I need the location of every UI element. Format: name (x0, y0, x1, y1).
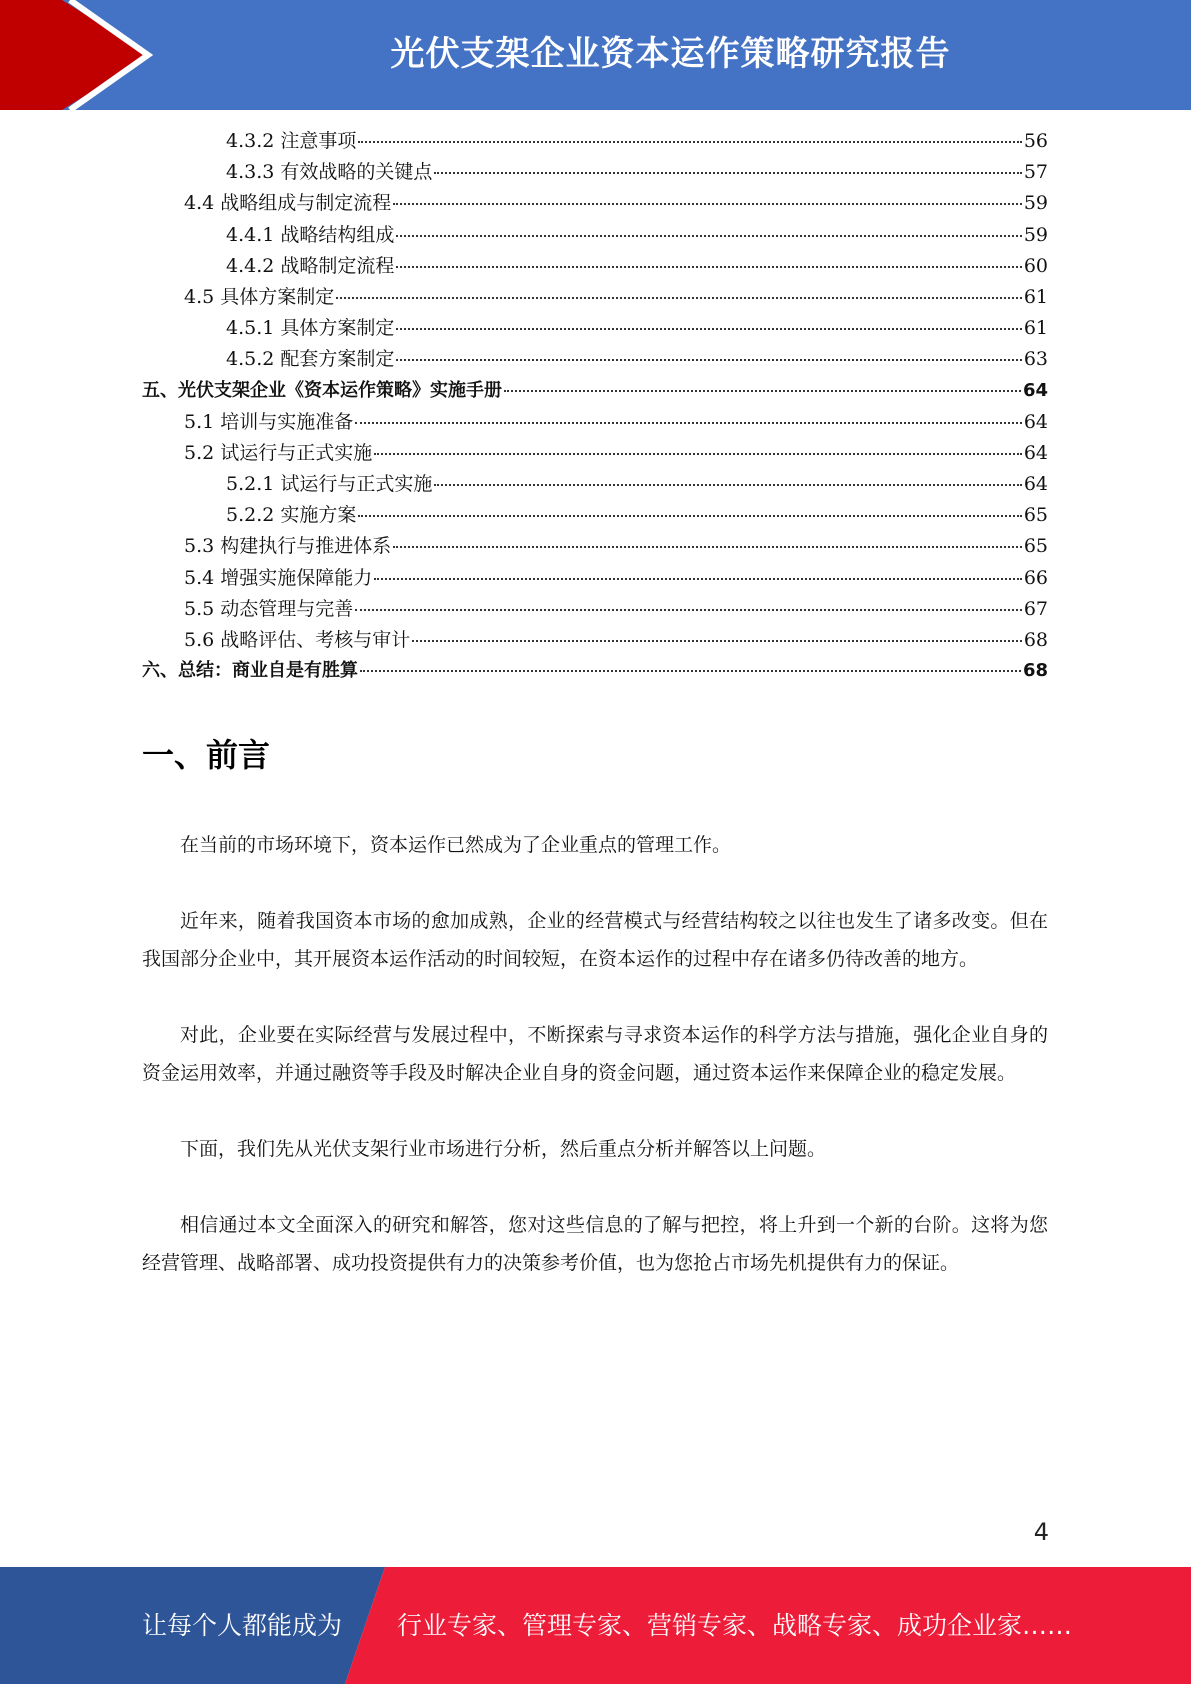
toc-entry[interactable] (142, 376, 1048, 407)
toc-entry[interactable] (142, 563, 1048, 594)
toc-entry-title: 5.6 战略评估、考核与审计 (184, 629, 411, 651)
toc-entry-page: 68 (1023, 629, 1048, 651)
toc-entry-page: 66 (1023, 566, 1048, 589)
toc-dot-leader (374, 578, 1022, 580)
toc-entry-title: 4.4 战略组成与制定流程 (184, 192, 392, 215)
toc-entry-title: 4.5 具体方案制定 (184, 285, 335, 308)
toc-entry-title: 5.3 构建执行与推进体系 (184, 535, 392, 558)
toc-entry[interactable] (142, 407, 1048, 438)
toc-entry-title: 五、光伏支架企业《资本运作策略》实施手册 (142, 379, 502, 401)
toc-entry[interactable] (142, 220, 1048, 251)
toc-dot-leader (396, 266, 1021, 268)
toc-entry-page: 64 (1023, 441, 1048, 464)
toc-entry-title: 4.5.1 具体方案制定 (226, 317, 395, 340)
table-of-contents (142, 126, 1048, 687)
toc-entry-title: 六、总结：商业自是有胜算 (142, 660, 358, 682)
footer-slogan-right: 行业专家、管理专家、营销专家、战略专家、成功企业家…… (397, 1611, 1073, 1640)
toc-entry-page: 59 (1023, 192, 1048, 215)
toc-entry-page: 65 (1023, 504, 1048, 527)
toc-entry-title: 4.4.1 战略结构组成 (226, 223, 395, 246)
toc-entry-title: 5.2.1 试运行与正式实施 (226, 473, 433, 496)
toc-entry-page: 61 (1023, 285, 1048, 308)
toc-entry[interactable] (142, 157, 1048, 188)
toc-dot-leader (358, 515, 1021, 517)
footer-slogan-left: 让每个人都能成为 (142, 1611, 343, 1640)
toc-dot-leader (360, 670, 1021, 672)
paragraph: 相信通过本文全面深入的研究和解答，您对这些信息的了解与把控，将上升到一个新的台阶。这将为您经营管理、战略部署、成功投资提供有力的决策参考价值，也为您抢占市场先机提供有力的保证。 (142, 1214, 1048, 1274)
toc-entry[interactable] (142, 344, 1048, 375)
toc-entry-title: 5.5 动态管理与完善 (184, 597, 354, 620)
toc-entry-page: 65 (1023, 535, 1048, 558)
toc-entry-title: 5.1 培训与实施准备 (184, 410, 354, 433)
toc-entry[interactable] (142, 469, 1048, 500)
section-heading: 一、前言 (142, 736, 271, 774)
toc-entry-title: 5.2.2 实施方案 (226, 504, 357, 527)
toc-entry[interactable] (142, 531, 1048, 562)
toc-entry-page: 67 (1023, 597, 1048, 620)
toc-dot-leader (396, 235, 1021, 237)
page-header (0, 0, 1191, 110)
toc-entry-title: 5.4 增强实施保障能力 (184, 566, 373, 589)
toc-dot-leader (358, 141, 1021, 143)
toc-entry-page: 57 (1023, 161, 1048, 184)
paragraph: 在当前的市场环境下，资本运作已然成为了企业重点的管理工作。 (180, 834, 732, 856)
toc-entry-page: 64 (1023, 410, 1048, 433)
toc-dot-leader (393, 546, 1022, 548)
toc-entry-title: 4.3.2 注意事项 (226, 130, 357, 152)
toc-dot-leader (434, 484, 1021, 486)
toc-entry-page: 63 (1023, 348, 1048, 371)
toc-entry[interactable] (142, 500, 1048, 531)
toc-entry[interactable] (142, 126, 1048, 157)
toc-entry-title: 4.4.2 战略制定流程 (226, 254, 395, 277)
toc-entry[interactable] (142, 282, 1048, 313)
toc-entry[interactable] (142, 251, 1048, 282)
toc-entry-page: 60 (1023, 254, 1048, 277)
toc-dot-leader (355, 609, 1022, 611)
toc-entry-page: 68 (1022, 660, 1048, 682)
toc-dot-leader (355, 422, 1022, 424)
toc-entry-page: 59 (1023, 223, 1048, 246)
toc-entry-page: 64 (1023, 473, 1048, 496)
toc-entry[interactable] (142, 313, 1048, 344)
toc-dot-leader (412, 640, 1022, 642)
section-body (142, 826, 1048, 1320)
toc-entry-page: 64 (1022, 379, 1048, 401)
toc-entry-title: 4.5.2 配套方案制定 (226, 348, 395, 371)
toc-dot-leader (504, 390, 1021, 392)
paragraph: 下面，我们先从光伏支架行业市场进行分析，然后重点分析并解答以上问题。 (180, 1138, 827, 1160)
toc-dot-leader (393, 203, 1022, 205)
paragraph: 近年来，随着我国资本市场的愈加成熟，企业的经营模式与经营结构较之以往也发生了诸多改变。但在我国部分企业中，其开展资本运作活动的时间较短，在资本运作的过程中存在诸多仍待改善的地方。 (142, 910, 1048, 970)
toc-entry[interactable] (142, 625, 1048, 656)
toc-entry-title: 4.3.3 有效战略的关键点 (226, 161, 433, 184)
toc-dot-leader (396, 328, 1021, 330)
toc-entry-page: 56 (1023, 130, 1048, 152)
report-title: 光伏支架企业资本运作策略研究报告 (390, 34, 951, 74)
page-number: 4 (1033, 1518, 1049, 1546)
toc-entry-title: 5.2 试运行与正式实施 (184, 441, 373, 464)
page-footer (0, 1567, 1191, 1684)
toc-dot-leader (336, 297, 1022, 299)
toc-entry-page: 61 (1023, 317, 1048, 340)
toc-dot-leader (374, 453, 1022, 455)
toc-entry[interactable] (142, 438, 1048, 469)
paragraph: 对此，企业要在实际经营与发展过程中，不断探索与寻求资本运作的科学方法与措施，强化企业自身的资金运用效率，并通过融资等手段及时解决企业自身的资金问题，通过资本运作来保障企业的稳定发展。 (142, 1024, 1048, 1084)
toc-dot-leader (396, 359, 1021, 361)
toc-dot-leader (434, 172, 1021, 174)
toc-entry[interactable] (142, 594, 1048, 625)
toc-entry[interactable] (142, 188, 1048, 219)
toc-entry[interactable] (142, 656, 1048, 687)
